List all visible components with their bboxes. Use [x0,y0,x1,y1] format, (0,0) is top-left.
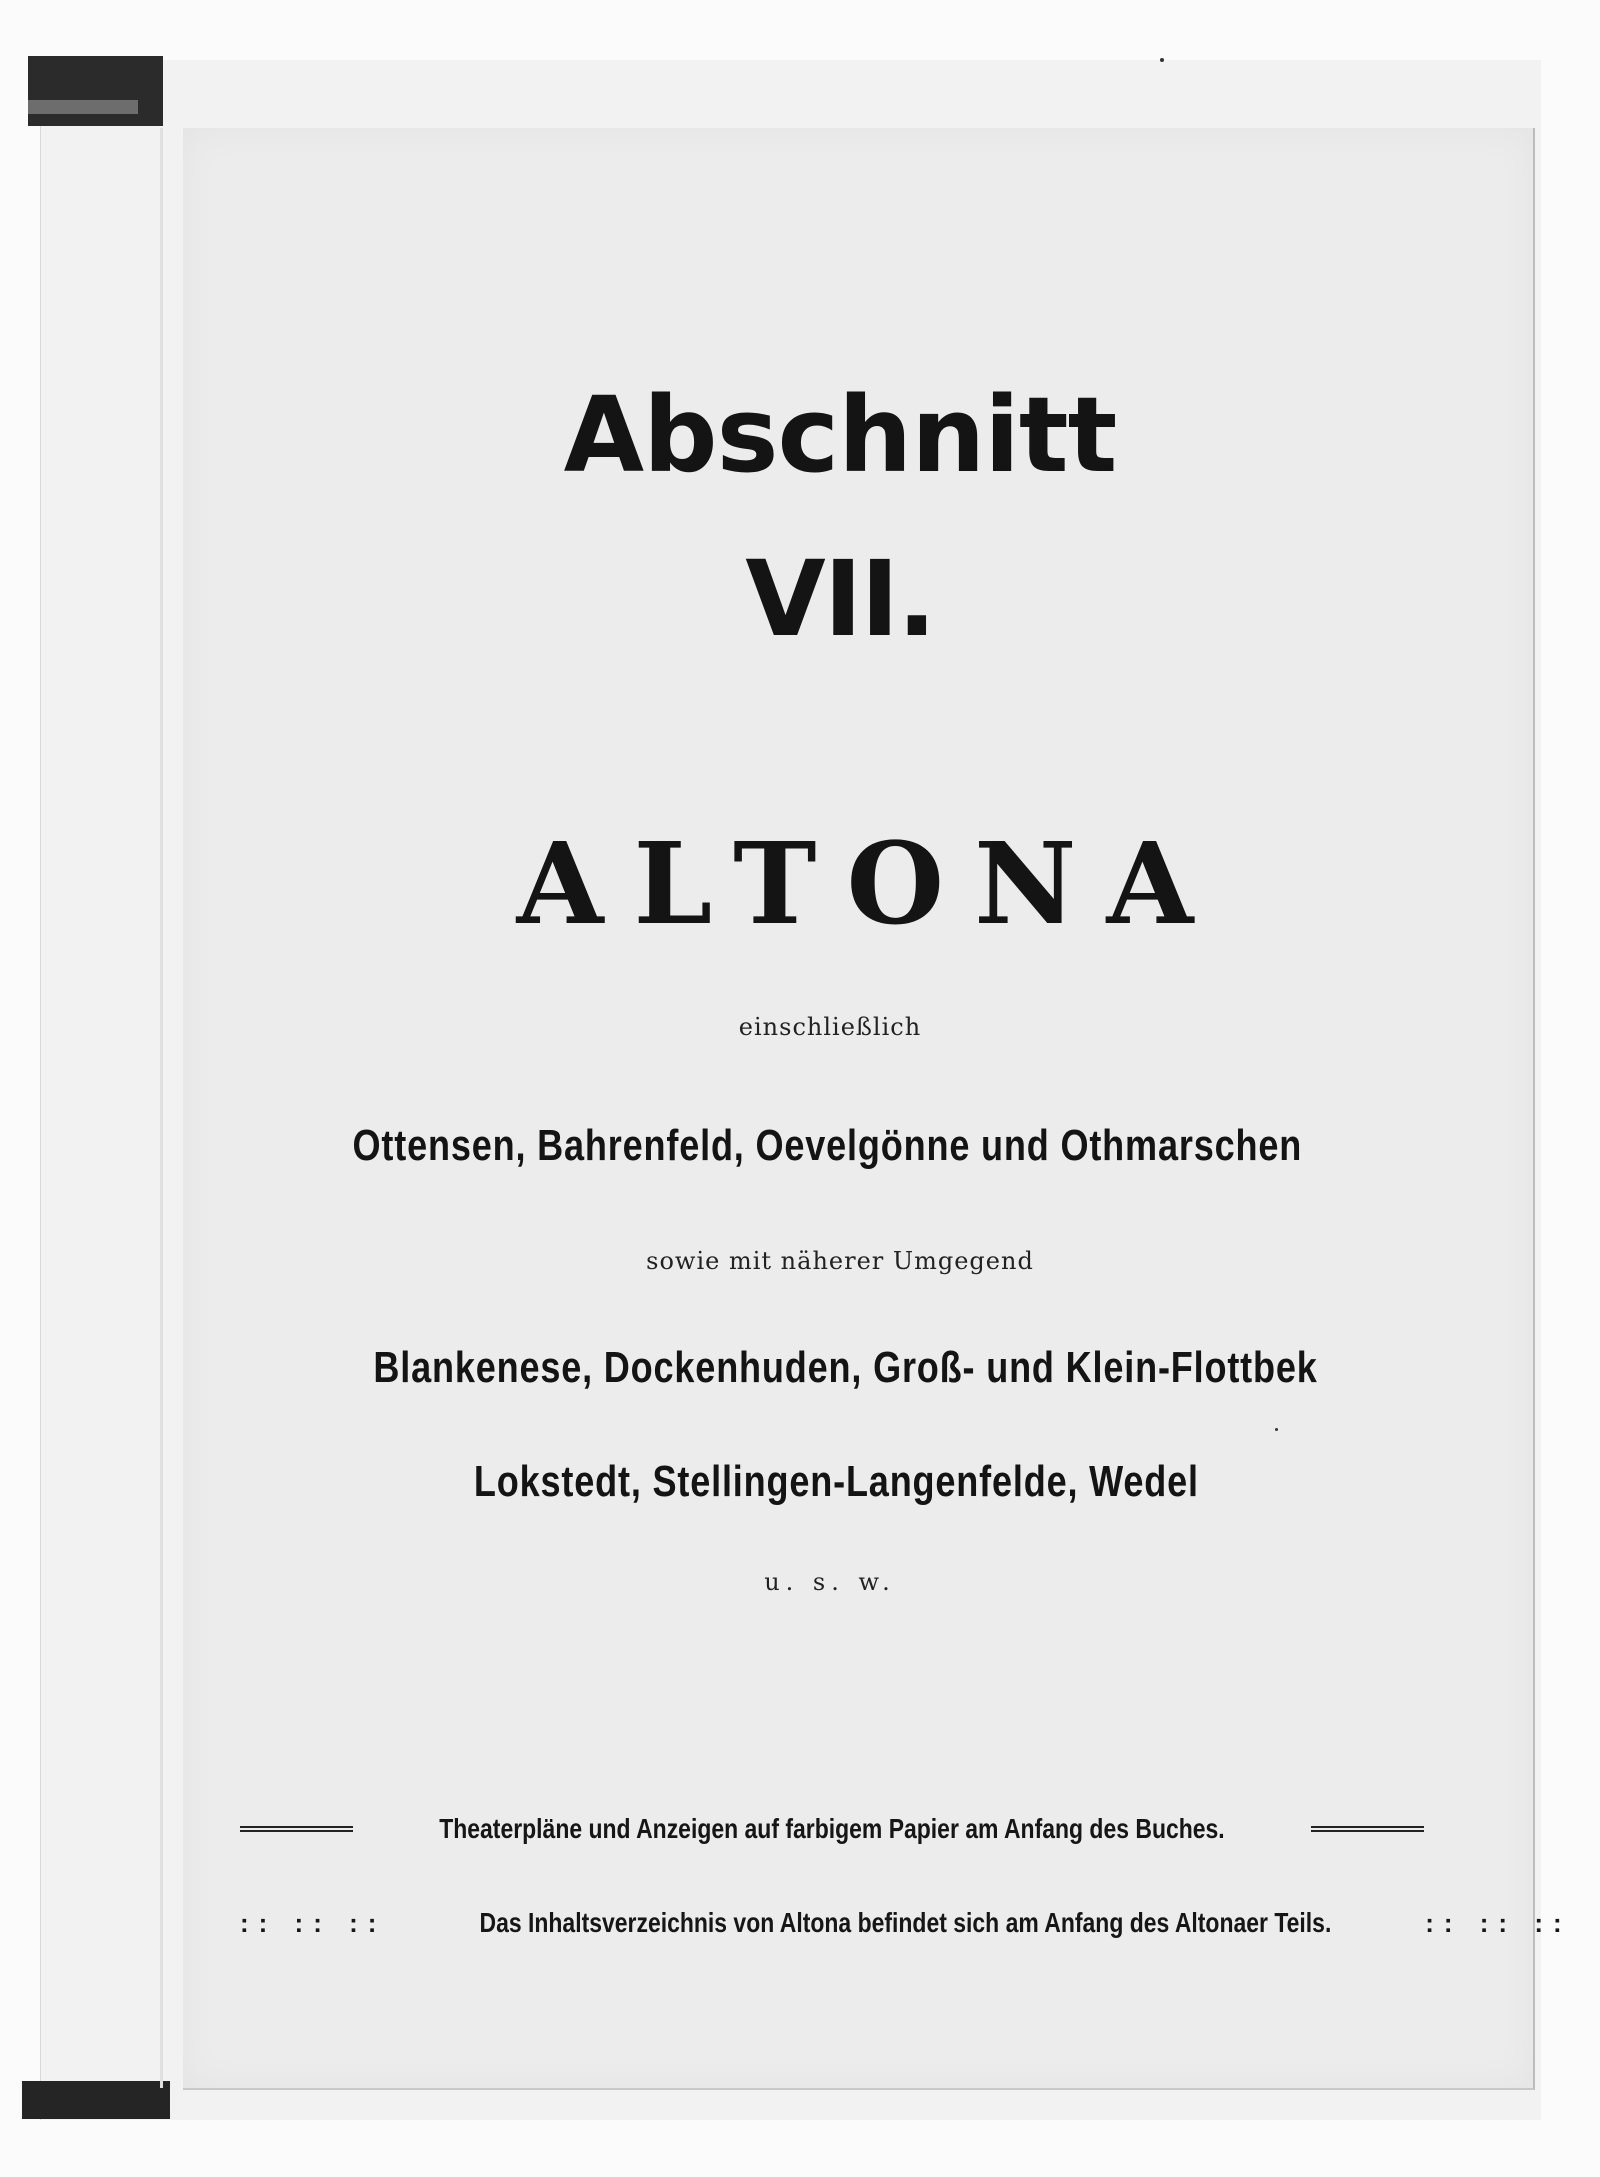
districts-line: Ottensen, Bahrenfeld, Oevelgönne und Othmarschen [352,1121,1303,1170]
city-title: ALTONA [516,819,1224,950]
double-rule-left [240,1826,353,1832]
places-line-2: Lokstedt, Stellingen-Langenfelde, Wedel [473,1457,1199,1506]
dust-speck [1160,58,1164,62]
including-label: einschließlich [738,1013,922,1041]
dust-speck [1275,1428,1278,1431]
index-notice-text: Das Inhaltsverzeichnis von Altona befindet sich am Anfang des Altonaer Teils. [479,1907,1332,1938]
ornament-dots-right: :: :: :: [1425,1907,1572,1938]
etc-label: u. s. w. [764,1568,896,1596]
section-heading: Abschnitt [563,374,1117,496]
theater-notice-text: Theaterpläne und Anzeigen auf farbigem Papier am Anfang des Buches. [439,1813,1225,1844]
double-rule-right [1311,1826,1424,1832]
theater-notice [240,1808,1424,1850]
scanner-clip-bottom [22,2081,170,2119]
scanner-clip-top [28,56,163,126]
surroundings-label: sowie mit näherer Umgegend [646,1247,1034,1275]
places-line-1: Blankenese, Dockenhuden, Groß- und Klein-Flottbek [373,1343,1318,1392]
index-notice [240,1902,1572,1944]
ornament-dots-left: :: :: :: [240,1907,387,1938]
section-number: VII. [745,538,935,660]
